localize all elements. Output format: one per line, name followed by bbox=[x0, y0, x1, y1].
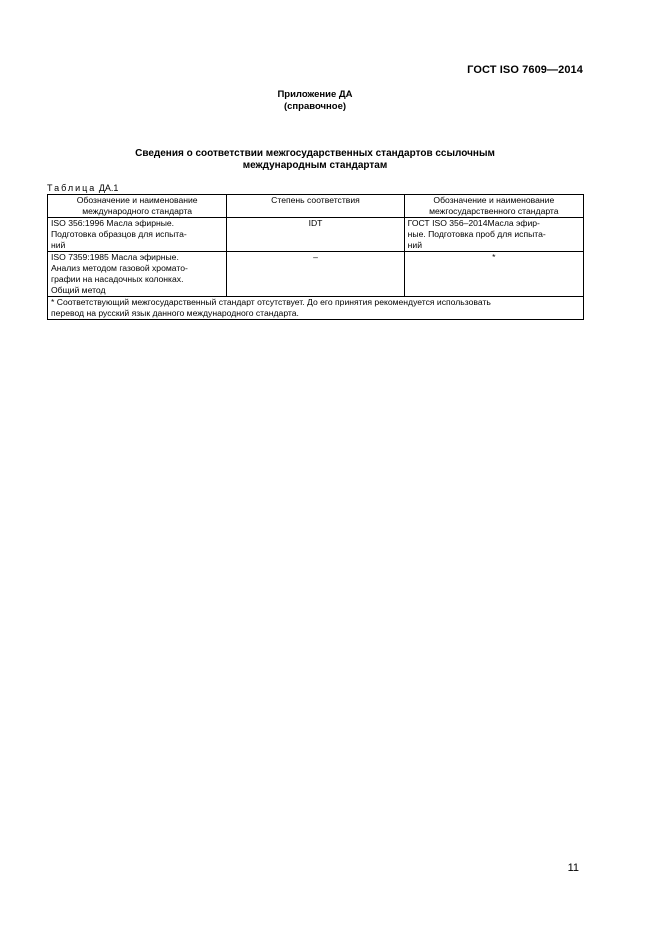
section-title-line-1: Сведения о соответствии межгосударственных стандартов ссылочным bbox=[135, 148, 495, 159]
table-header-row bbox=[48, 195, 584, 218]
header-cell-line: Обозначение и наименование bbox=[76, 195, 198, 205]
section-title-line-2: международным стандартам bbox=[242, 160, 388, 171]
header-cell-line: Степень соответствия bbox=[271, 195, 360, 205]
cell-line: ISO 7359:1985 Масла эфирные. bbox=[51, 252, 179, 262]
cell-degree: – bbox=[227, 252, 404, 297]
cell-international-standard bbox=[48, 218, 227, 252]
cell-line: ГОСТ ISO 356–2014Масла эфир- bbox=[407, 218, 540, 228]
table-caption-prefix: Таблица bbox=[47, 183, 97, 193]
cell-line: ний bbox=[407, 240, 423, 250]
cell-degree: IDT bbox=[227, 218, 404, 252]
header-degree bbox=[227, 195, 404, 218]
cell-interstate-standard: * bbox=[404, 252, 583, 297]
cell-line: Анализ методом газовой хромато- bbox=[51, 263, 188, 273]
cell-interstate-standard bbox=[404, 218, 583, 252]
cell-line: Подготовка образцов для испыта- bbox=[51, 229, 187, 239]
header-international-standard bbox=[48, 195, 227, 218]
footnote-line: * Соответствующий межгосударственный стандарт отсутствует. До его принятия рекомендуется использовать bbox=[51, 297, 491, 307]
cell-line: ний bbox=[51, 240, 66, 250]
table-footnote bbox=[48, 297, 584, 320]
header-cell-line: международного стандарта bbox=[82, 206, 193, 216]
page-number: 11 bbox=[567, 862, 579, 874]
cell-international-standard bbox=[48, 252, 227, 297]
annex-subtitle: (справочное) bbox=[283, 101, 347, 112]
cell-line: Общий метод bbox=[51, 285, 106, 295]
table-caption bbox=[47, 183, 118, 194]
annex-heading bbox=[0, 89, 630, 113]
header-cell-line: Обозначение и наименование bbox=[433, 195, 555, 205]
header-interstate-standard bbox=[404, 195, 583, 218]
table-row bbox=[48, 252, 584, 297]
table-row bbox=[48, 218, 584, 252]
document-code: ГОСТ ISO 7609—2014 bbox=[467, 64, 583, 76]
annex-title: Приложение ДА bbox=[277, 89, 353, 100]
footnote-line: перевод на русский язык данного международного стандарта. bbox=[51, 308, 299, 318]
header-cell-line: межгосударственного стандарта bbox=[429, 206, 559, 216]
section-title bbox=[0, 148, 630, 172]
table-footnote-row bbox=[48, 297, 584, 320]
cell-line: ISO 356:1996 Масла эфирные. bbox=[51, 218, 175, 228]
correspondence-table bbox=[47, 194, 584, 320]
cell-line: графии на насадочных колонках. bbox=[51, 274, 184, 284]
table-caption-number: ДА.1 bbox=[98, 183, 119, 193]
cell-line: ные. Подготовка проб для испыта- bbox=[407, 229, 546, 239]
